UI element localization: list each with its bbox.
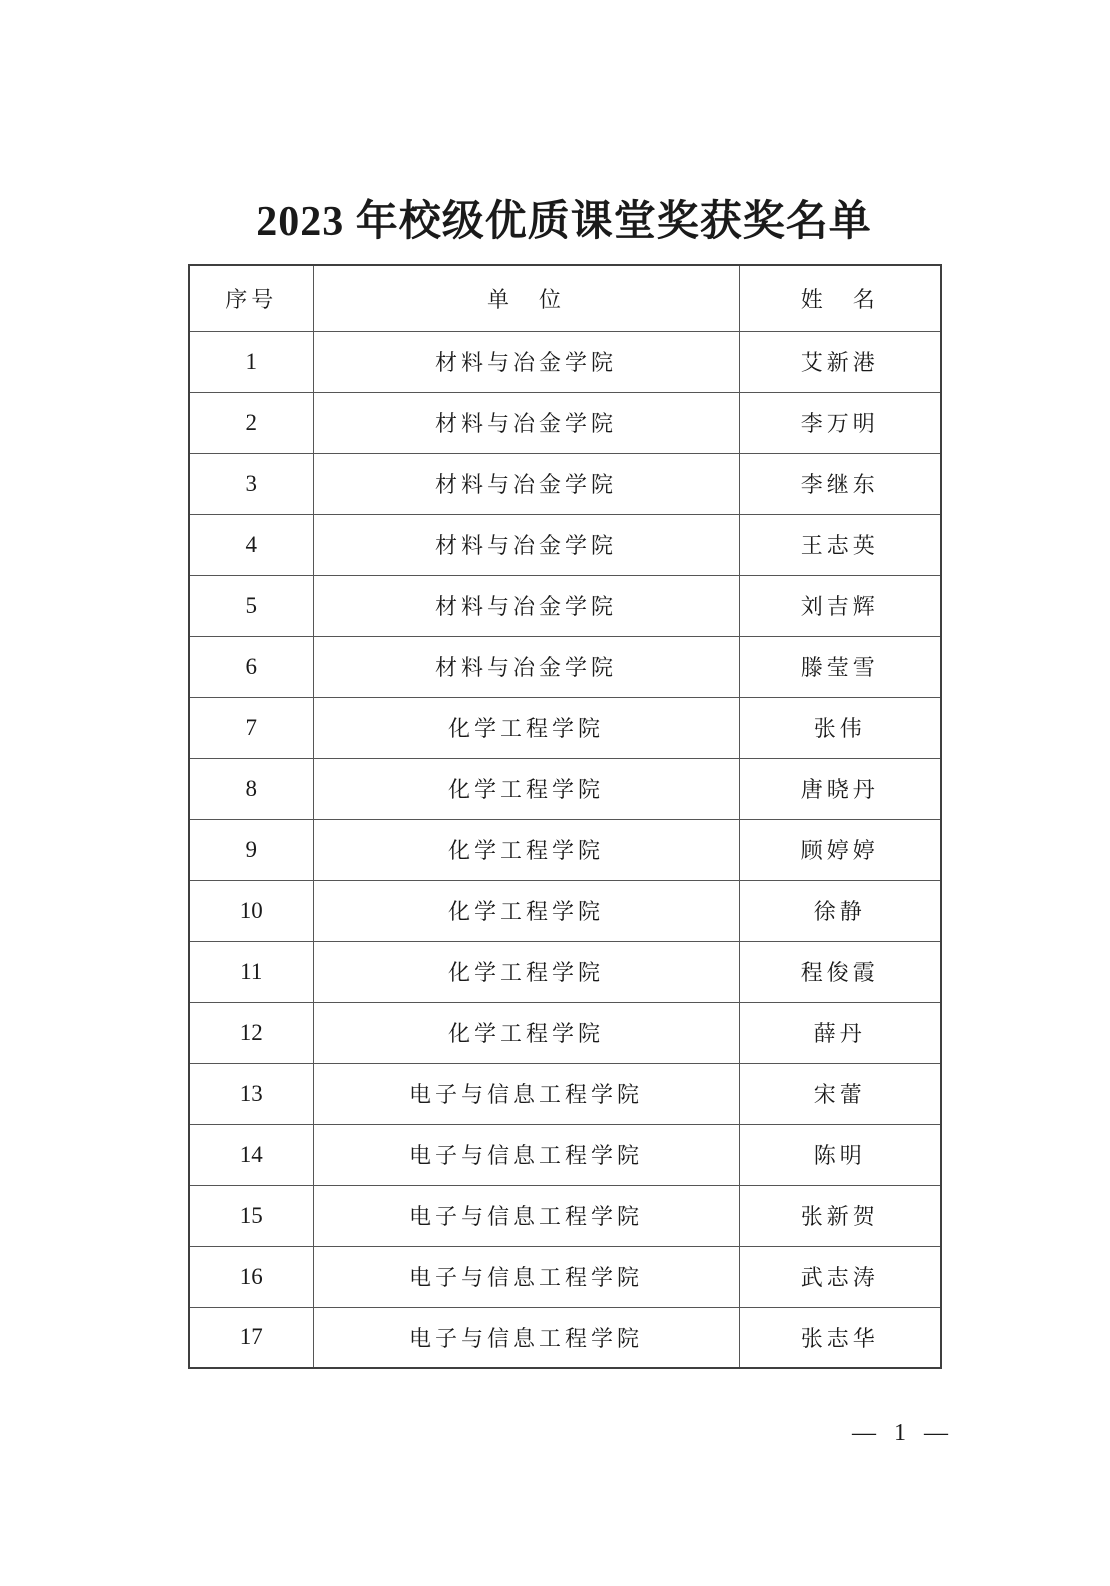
row-unit: 电子与信息工程学院	[313, 1246, 739, 1307]
table-row	[189, 392, 941, 453]
table-row	[189, 453, 941, 514]
row-unit: 电子与信息工程学院	[313, 1307, 739, 1368]
row-no: 13	[189, 1063, 313, 1124]
row-name: 徐静	[739, 880, 941, 941]
page-title: 2023 年校级优质课堂奖获奖名单	[256, 199, 872, 245]
table-row	[189, 514, 941, 575]
row-no: 9	[189, 819, 313, 880]
table-row	[189, 941, 941, 1002]
table-row	[189, 1246, 941, 1307]
row-name: 唐晓丹	[739, 758, 941, 819]
row-name: 张志华	[739, 1307, 941, 1368]
row-unit: 材料与冶金学院	[313, 575, 739, 636]
table-row	[189, 819, 941, 880]
row-unit: 化学工程学院	[313, 1002, 739, 1063]
table-row	[189, 1002, 941, 1063]
row-name: 武志涛	[739, 1246, 941, 1307]
row-unit: 化学工程学院	[313, 880, 739, 941]
header-no: 序号	[189, 265, 313, 331]
document-page	[188, 0, 940, 1369]
row-unit: 电子与信息工程学院	[313, 1185, 739, 1246]
row-unit: 材料与冶金学院	[313, 392, 739, 453]
row-name: 艾新港	[739, 331, 941, 392]
row-name: 张新贺	[739, 1185, 941, 1246]
row-name: 张伟	[739, 697, 941, 758]
table-row	[189, 1185, 941, 1246]
row-no: 4	[189, 514, 313, 575]
row-no: 5	[189, 575, 313, 636]
row-no: 16	[189, 1246, 313, 1307]
row-unit: 材料与冶金学院	[313, 331, 739, 392]
row-unit: 材料与冶金学院	[313, 636, 739, 697]
row-no: 1	[189, 331, 313, 392]
table-row	[189, 636, 941, 697]
row-no: 10	[189, 880, 313, 941]
table-row	[189, 1124, 941, 1185]
row-no: 2	[189, 392, 313, 453]
table-header-row	[189, 265, 941, 331]
header-name: 姓 名	[739, 265, 941, 331]
row-no: 8	[189, 758, 313, 819]
row-unit: 电子与信息工程学院	[313, 1063, 739, 1124]
row-no: 17	[189, 1307, 313, 1368]
row-unit: 化学工程学院	[313, 941, 739, 1002]
row-unit: 化学工程学院	[313, 758, 739, 819]
row-no: 6	[189, 636, 313, 697]
table-row	[189, 331, 941, 392]
row-name: 滕莹雪	[739, 636, 941, 697]
row-name: 顾婷婷	[739, 819, 941, 880]
row-unit: 化学工程学院	[313, 697, 739, 758]
row-name: 刘吉辉	[739, 575, 941, 636]
row-unit: 材料与冶金学院	[313, 514, 739, 575]
table-row	[189, 1307, 941, 1368]
table-row	[189, 758, 941, 819]
row-no: 7	[189, 697, 313, 758]
row-name: 宋蕾	[739, 1063, 941, 1124]
row-no: 14	[189, 1124, 313, 1185]
row-name: 程俊霞	[739, 941, 941, 1002]
row-no: 12	[189, 1002, 313, 1063]
row-no: 15	[189, 1185, 313, 1246]
row-no: 11	[189, 941, 313, 1002]
table-row	[189, 880, 941, 941]
header-unit: 单 位	[313, 265, 739, 331]
row-name: 李万明	[739, 392, 941, 453]
row-no: 3	[189, 453, 313, 514]
table-row	[189, 697, 941, 758]
page-number: — 1 —	[852, 1420, 954, 1446]
table-row	[189, 575, 941, 636]
award-table	[188, 264, 942, 1369]
row-unit: 材料与冶金学院	[313, 453, 739, 514]
row-name: 薛丹	[739, 1002, 941, 1063]
table-row	[189, 1063, 941, 1124]
row-unit: 化学工程学院	[313, 819, 739, 880]
row-unit: 电子与信息工程学院	[313, 1124, 739, 1185]
row-name: 王志英	[739, 514, 941, 575]
row-name: 陈明	[739, 1124, 941, 1185]
row-name: 李继东	[739, 453, 941, 514]
